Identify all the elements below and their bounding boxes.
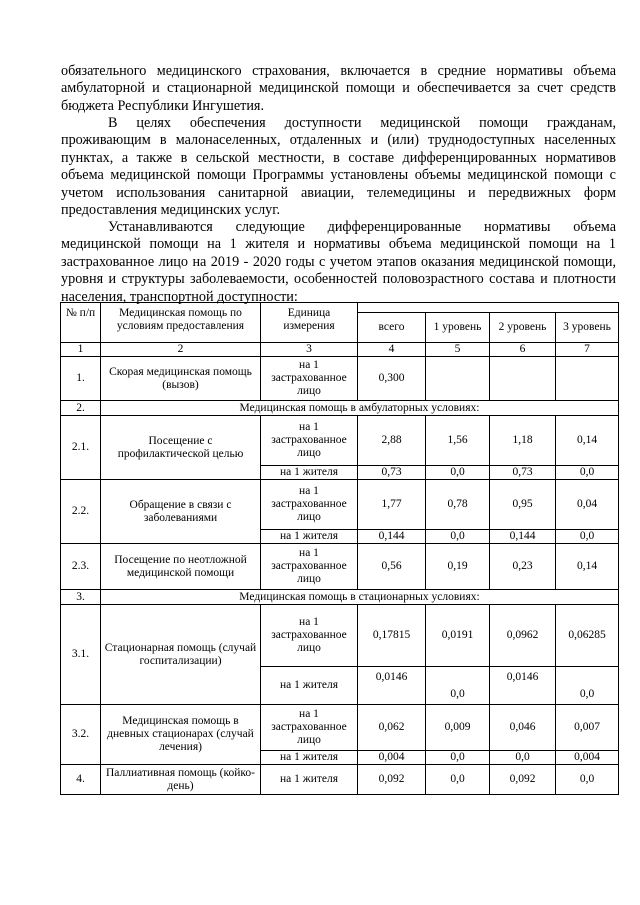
table-header-row (61, 303, 619, 313)
row-unit: на 1 застрахованное лицо (261, 605, 358, 667)
row-level-2: 0,0146 (490, 667, 556, 705)
row-kind: Посещение по неотложной медицинской помощи (101, 544, 261, 590)
row-num: 2.2. (61, 480, 101, 544)
section-row (61, 401, 619, 416)
row-total: 0,300 (358, 357, 426, 401)
row-level-2: 0,23 (490, 544, 556, 590)
header-unit: Единица измерения (261, 303, 358, 343)
row-level-1: 0,78 (426, 480, 490, 530)
row-total: 0,0146 (358, 667, 426, 705)
row-num: 1. (61, 357, 101, 401)
header-spacer (358, 303, 619, 313)
section-title: Медицинская помощь в амбулаторных условиях: (101, 401, 619, 416)
row-level-2: 1,18 (490, 416, 556, 466)
row-level-1: 0,0 (426, 751, 490, 765)
row-kind: Посещение с профилактической целью (101, 416, 261, 480)
row-total: 0,092 (358, 765, 426, 795)
row-level-3: 0,007 (556, 705, 619, 751)
paragraph-accessibility (61, 115, 616, 219)
section-row (61, 590, 619, 605)
row-level-3: 0,04 (556, 480, 619, 530)
row-level-2: 0,73 (490, 466, 556, 480)
paragraph-text: обязательного медицинского страхования, включается в средние нормативы объема амбулаторной и стационарной медицинской помощи и обеспечивается за счет средств бюджета Республики Ингушетия. (61, 63, 616, 114)
table-row (61, 605, 619, 667)
row-level-2: 0,0962 (490, 605, 556, 667)
column-number: 6 (490, 343, 556, 357)
row-level-2 (490, 357, 556, 401)
section-num: 2. (61, 401, 101, 416)
row-kind: Обращение в связи с заболеваниями (101, 480, 261, 544)
row-level-1: 1,56 (426, 416, 490, 466)
header-total: всего (358, 313, 426, 343)
row-level-1: 0,0 (426, 466, 490, 480)
row-total: 0,004 (358, 751, 426, 765)
paragraph-norms-intro (61, 219, 616, 306)
row-level-2: 0,092 (490, 765, 556, 795)
norms-table (60, 302, 619, 795)
row-level-2: 0,95 (490, 480, 556, 530)
row-total: 0,062 (358, 705, 426, 751)
table-row (61, 357, 619, 401)
table-row (61, 544, 619, 590)
row-level-1: 0,0 (426, 765, 490, 795)
row-unit: на 1 жителя (261, 765, 358, 795)
row-num: 3.1. (61, 605, 101, 705)
row-level-3: 0,0 (556, 530, 619, 544)
row-level-1 (426, 357, 490, 401)
row-level-1: 0,0 (426, 667, 490, 705)
row-total: 0,73 (358, 466, 426, 480)
row-kind: Скорая медицинская помощь (вызов) (101, 357, 261, 401)
row-total: 0,144 (358, 530, 426, 544)
row-level-3: 0,14 (556, 544, 619, 590)
row-level-1: 0,009 (426, 705, 490, 751)
column-number: 7 (556, 343, 619, 357)
row-total: 1,77 (358, 480, 426, 530)
row-unit: на 1 застрахованное лицо (261, 480, 358, 530)
row-level-3: 0,0 (556, 667, 619, 705)
row-num: 2.3. (61, 544, 101, 590)
row-level-1: 0,19 (426, 544, 490, 590)
row-level-1: 0,0 (426, 530, 490, 544)
row-total: 2,88 (358, 416, 426, 466)
header-num: № п/п (61, 303, 101, 343)
row-unit: на 1 жителя (261, 751, 358, 765)
row-unit: на 1 жителя (261, 667, 358, 705)
row-kind: Паллиативная помощь (койко-день) (101, 765, 261, 795)
section-num: 3. (61, 590, 101, 605)
table-row (61, 480, 619, 530)
column-number: 2 (101, 343, 261, 357)
header-kind: Медицинская помощь по условиям предоставления (101, 303, 261, 343)
row-level-2: 0,144 (490, 530, 556, 544)
row-total: 0,56 (358, 544, 426, 590)
column-number: 3 (261, 343, 358, 357)
column-number: 1 (61, 343, 101, 357)
table-row (61, 416, 619, 466)
column-number: 5 (426, 343, 490, 357)
header-level-3: 3 уровень (556, 313, 619, 343)
row-level-3: 0,0 (556, 466, 619, 480)
row-level-3: 0,0 (556, 765, 619, 795)
row-unit: на 1 застрахованное лицо (261, 544, 358, 590)
row-level-3 (556, 357, 619, 401)
column-number-row (61, 343, 619, 357)
row-unit: на 1 застрахованное лицо (261, 357, 358, 401)
paragraph-text: В целях обеспечения доступности медицинской помощи гражданам, проживающим в малонаселенных, отдаленных и (или) труднодоступных населенных пунктах, а также в сельской местности, в составе дифференцированных нормативов объема медицинской помощи Программы установлены объемы медицинской помощи с учетом использования санитарной авиации, телемедицины и передвижных форм предоставления медицинских услуг. (61, 115, 616, 219)
row-unit: на 1 застрахованное лицо (261, 416, 358, 466)
row-num: 3.2. (61, 705, 101, 765)
row-num: 4. (61, 765, 101, 795)
row-unit: на 1 жителя (261, 466, 358, 480)
paragraph-text: Устанавливаются следующие дифференцированные нормативы объема медицинской помощи на 1 жителя и нормативы объема медицинской помощи на 1 застрахованное лицо на 2019 - 2020 годы с учетом этапов оказания медицинской помощи, уровня и структуры заболеваемости, особенностей половозрастного состава и плотности населения, транспортной доступности: (61, 219, 616, 305)
row-level-2: 0,0 (490, 751, 556, 765)
header-level-2: 2 уровень (490, 313, 556, 343)
section-title: Медицинская помощь в стационарных условиях: (101, 590, 619, 605)
row-total: 0,17815 (358, 605, 426, 667)
header-level-1: 1 уровень (426, 313, 490, 343)
column-number: 4 (358, 343, 426, 357)
row-unit: на 1 жителя (261, 530, 358, 544)
row-level-1: 0,0191 (426, 605, 490, 667)
row-level-2: 0,046 (490, 705, 556, 751)
row-level-3: 0,14 (556, 416, 619, 466)
row-kind: Медицинская помощь в дневных стационарах (случай лечения) (101, 705, 261, 765)
row-num: 2.1. (61, 416, 101, 480)
table-row (61, 765, 619, 795)
row-kind: Стационарная помощь (случай госпитализации) (101, 605, 261, 705)
row-unit: на 1 застрахованное лицо (261, 705, 358, 751)
row-level-3: 0,06285 (556, 605, 619, 667)
paragraph-intro (61, 63, 616, 115)
row-level-3: 0,004 (556, 751, 619, 765)
table-row (61, 705, 619, 751)
